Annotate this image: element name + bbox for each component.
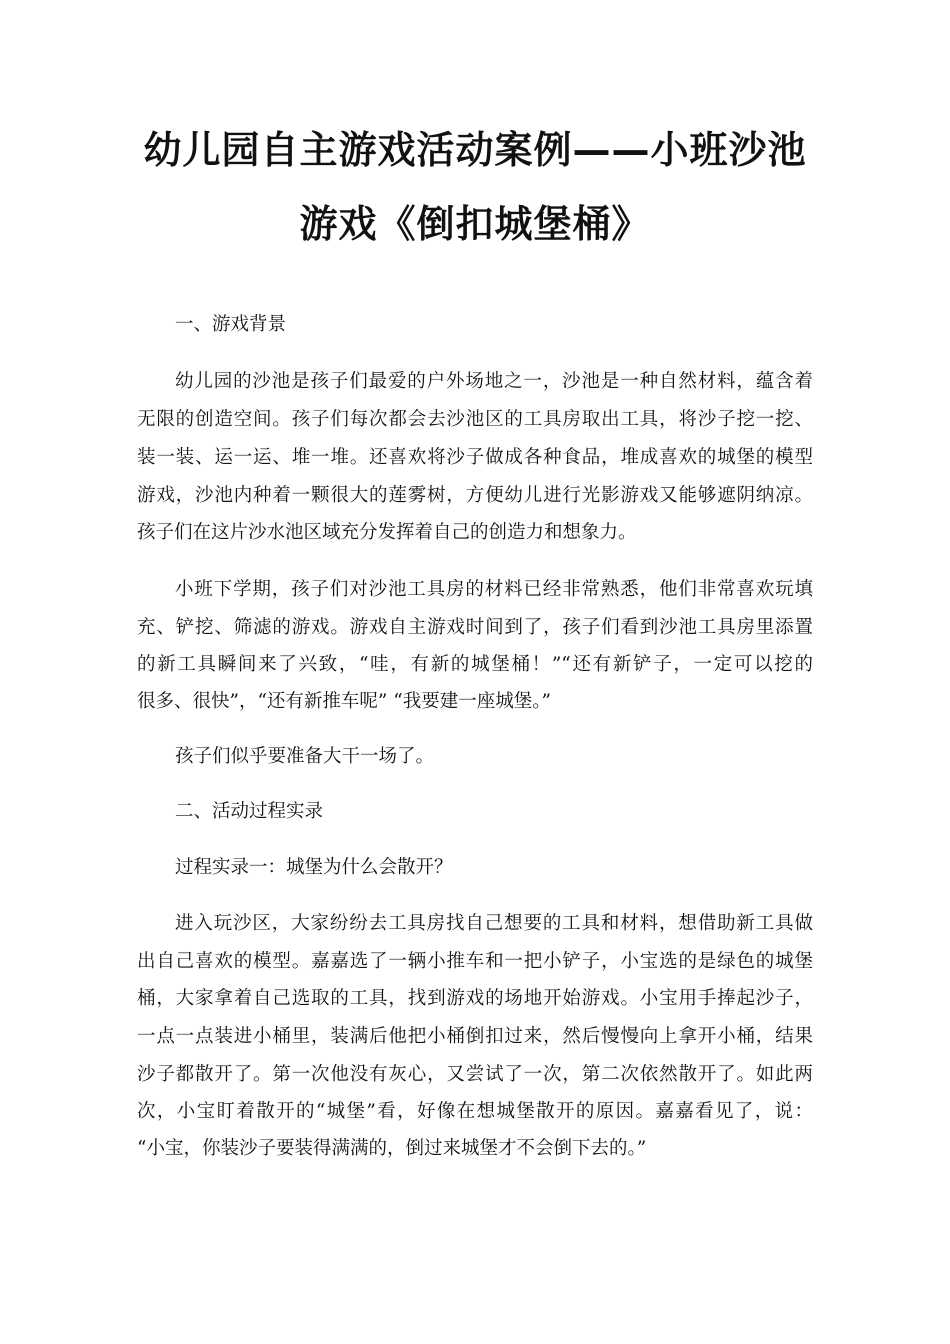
- paragraph-line: 孩子们在这片沙水池区域充分发挥着自己的创造力和想象力。: [137, 522, 637, 543]
- paragraph-line: 进入玩沙区，大家纷纷去工具房找自己想要的工具和材料，想借助新工具做: [175, 913, 813, 934]
- paragraph-line: 沙子都散开了。第一次他没有灰心，又尝试了一次，第二次依然散开了。如此两: [137, 1064, 813, 1085]
- section-heading-background: 一、游戏背景: [175, 314, 287, 335]
- document-title-line-1: 幼儿园自主游戏活动案例——小班沙池: [143, 128, 807, 172]
- paragraph-line: 一点一点装进小桶里，装满后他把小桶倒扣过来，然后慢慢向上拿开小桶，结果: [137, 1026, 813, 1047]
- paragraph-line: 装一装、运一运、堆一堆。还喜欢将沙子做成各种食品，堆成喜欢的城堡的模型: [137, 447, 813, 468]
- paragraph-line: 桶，大家拿着自己选取的工具，找到游戏的场地开始游戏。小宝用手捧起沙子，: [137, 988, 813, 1009]
- paragraph-line: 的新工具瞬间来了兴致，“哇，有新的城堡桶！”“还有新铲子，一定可以挖的: [137, 654, 813, 675]
- paragraph-line: 很多、很快”，“还有新推车呢” “我要建一座城堡。”: [137, 691, 551, 712]
- paragraph-line: 小班下学期，孩子们对沙池工具房的材料已经非常熟悉，他们非常喜欢玩填: [175, 579, 813, 600]
- paragraph-line: 孩子们似乎要准备大干一场了。: [175, 746, 435, 767]
- document-title-line-2: 游戏《倒扣城堡桶》: [299, 202, 651, 246]
- paragraph-line: 幼儿园的沙池是孩子们最爱的户外场地之一，沙池是一种自然材料，蕴含着: [175, 371, 813, 392]
- paragraph-line: “小宝，你装沙子要装得满满的，倒过来城堡才不会倒下去的。”: [137, 1138, 647, 1159]
- paragraph-line: 出自己喜欢的模型。嘉嘉选了一辆小推车和一把小铲子，小宝选的是绿色的城堡: [137, 951, 813, 972]
- paragraph-line: 次，小宝盯着散开的“城堡”看，好像在想城堡散开的原因。嘉嘉看见了，说：: [137, 1101, 813, 1122]
- subsection-heading: 过程实录一：城堡为什么会散开？: [175, 857, 453, 878]
- paragraph-line: 游戏，沙池内种着一颗很大的莲雾树，方便幼儿进行光影游戏又能够遮阴纳凉。: [137, 485, 813, 506]
- paragraph-line: 无限的创造空间。孩子们每次都会去沙池区的工具房取出工具，将沙子挖一挖、: [137, 409, 813, 430]
- section-heading-process: 二、活动过程实录: [175, 801, 324, 822]
- paragraph-line: 充、铲挖、筛滤的游戏。游戏自主游戏时间到了，孩子们看到沙池工具房里添置: [137, 617, 813, 638]
